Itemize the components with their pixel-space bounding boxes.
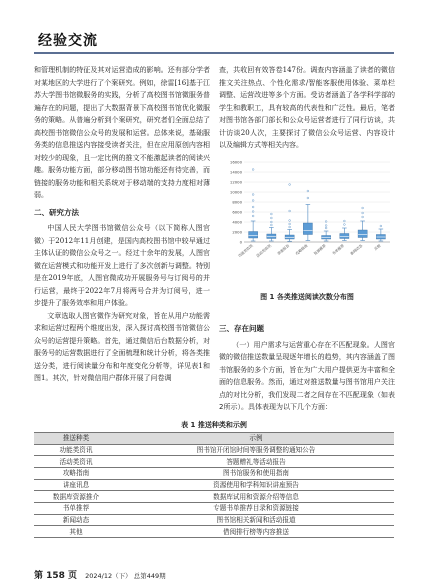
outlier-point xyxy=(362,216,364,218)
issue-info: 2024/12（下） 总第449期 xyxy=(85,572,166,580)
table-cell-type: 攻略指南 xyxy=(34,468,118,480)
table-header-row xyxy=(34,433,394,445)
box xyxy=(303,223,312,235)
y-tick-label: 0 xyxy=(239,239,242,245)
x-tick-label: 书单推荐 xyxy=(331,243,346,257)
left-paragraph-2: 中国人民大学图书馆微信公众号（以下简称人图官微）于2012年11月创建，是国内高校图书馆中较早通过主体认证的微信公众号之一。经过十余年的发展，人图官微在运营模式和功能开发上进行了多次创新与调整。特别是在2019年底，人图官微成功开展服务号与订阅号的并行运营，最终于2022年7月将两号合并为订阅号，进一步提升了服务效率和用户体验。 xyxy=(34,224,210,307)
y-tick-label: 10000 xyxy=(229,189,242,195)
outlier-point xyxy=(252,169,254,171)
y-tick-label: 12000 xyxy=(229,179,242,185)
outlier-point xyxy=(343,220,345,222)
right-column-lower xyxy=(219,318,395,414)
outlier-point xyxy=(289,210,291,212)
y-tick-label: 16000 xyxy=(229,159,242,165)
y-tick-label: 4000 xyxy=(232,219,242,225)
x-tick-label: 讲座报告 xyxy=(276,243,291,257)
outlier-point xyxy=(289,220,291,222)
outlier-point xyxy=(307,197,309,199)
right-paragraph-1: 查，共收回有效答卷147份。调查内容涵盖了读者的微信推文关注热点、个性化需求/智能客服使用体验、菜单栏调整、运营改进等多个方面。受访者涵盖了各学科学部的学生和教职工，具有较高的代表性和广泛性。最后，笔者对图书馆各部门部长和公众号运营者进行了同行访谈，共计访谈20人次，主要探讨了微信公众号运营、内容设计以及编辑方式等相关内容。 xyxy=(219,66,395,149)
boxplot-chart xyxy=(222,156,394,276)
outlier-point xyxy=(307,190,309,192)
table-row xyxy=(34,444,394,456)
outlier-point xyxy=(270,217,272,219)
box xyxy=(285,235,294,239)
table-row xyxy=(34,468,394,480)
right-column xyxy=(219,64,395,152)
figure-caption: 图 1 各类推送阅读次数分布图 xyxy=(260,293,354,301)
outlier-point xyxy=(252,200,254,202)
outlier-point xyxy=(289,184,291,186)
table-caption: 表 1 推送种类和示例 xyxy=(181,421,247,429)
page-header-title: 经验交流 xyxy=(38,33,98,49)
table-row xyxy=(34,526,394,538)
outlier-point xyxy=(325,227,327,229)
table-row xyxy=(34,503,394,515)
outlier-point xyxy=(252,206,254,208)
x-tick-label: 其他 xyxy=(373,243,382,252)
table-row xyxy=(34,456,394,468)
section-heading-problems: 三、存在问题 xyxy=(219,324,264,333)
page-number: 第 158 页 xyxy=(34,571,78,581)
box xyxy=(358,230,367,238)
subsection-mismatch: （一）用户需求与运营重心存在不匹配现象。人图官微的微信推送数量呈现逐年增长的趋势，其内容涵盖了图书馆服务的多个方面，旨在为广大用户提供更为丰富和全面的信息服务。然而，通过对推送数量与图书馆用户关注点的对比分析，我们发现二者之间存在不匹配现象（如表2所示）。具体表现为以下几个方面： xyxy=(219,340,395,411)
box xyxy=(340,234,349,239)
table-cell-example: 答题赠礼等活动报告 xyxy=(118,456,394,468)
x-tick-label: 新闻动态 xyxy=(349,243,364,257)
table-cell-type: 活动类资讯 xyxy=(34,456,118,468)
outlier-point xyxy=(343,224,345,226)
table-cell-type: 其他 xyxy=(34,526,118,538)
table-cell-example: 专题书单推荐目录和资源链接 xyxy=(118,503,394,515)
table-cell-type: 数据库资源推介 xyxy=(34,491,118,503)
outlier-point xyxy=(252,194,254,196)
table-cell-example: 资源使用和学科知识讲座预告 xyxy=(118,479,394,491)
y-tick-label: 2000 xyxy=(232,229,242,235)
table-header-type: 推送种类 xyxy=(34,433,118,445)
box xyxy=(249,232,258,239)
outlier-point xyxy=(362,212,364,214)
x-tick-label: 功能类资讯 xyxy=(237,243,254,259)
x-tick-label: 资源推荐 xyxy=(313,243,327,257)
table-cell-type: 功能类资讯 xyxy=(34,444,118,456)
page-footer xyxy=(34,568,166,581)
table-cell-type: 新闻动态 xyxy=(34,514,118,526)
table-cell-example: 借阅排行榜等内容推送 xyxy=(118,526,394,538)
outlier-point xyxy=(289,226,291,228)
outlier-point xyxy=(270,213,272,215)
push-types-table xyxy=(34,432,394,538)
outlier-point xyxy=(252,215,254,217)
y-tick-label: 14000 xyxy=(229,169,242,175)
x-tick-label: 活动类资讯 xyxy=(255,243,273,259)
table-cell-example: 数据库试用和资源介绍等信息 xyxy=(118,491,394,503)
outlier-point xyxy=(380,225,382,227)
outlier-point xyxy=(362,207,364,209)
left-column xyxy=(34,64,210,385)
table-row xyxy=(34,514,394,526)
left-paragraph-3: 文章选取人图官微作为研究对象，旨在从用户功能需求和运营过程两个维度出发，深入探讨高校图书馆微信公众号的运营提升策略。首先，通过微信后台数据分析，对服务号的运营数据进行了全面梳理和统计分析，将各类推送分类，进行阅读量分布和年度变化分析等，详见表1和图1。其次，针对微信用户群体开展了问卷调 xyxy=(34,311,210,382)
left-paragraph-1: 和管理机制的特征及其对运营造成的影响。还有部分学者对某地区的大学进行了个案研究。例如，徐雷[16]基于江苏大学图书馆微服务的实践，分析了高校图书馆微服务普遍存在的问题，提出了大数据背景下高校图书馆优化微服务的策略。从普遍分析到个案研究，研究者们全面总结了高校图书馆微信公众号的发展和运营。总体来说，基础服务类的信息推送内容接受读者关注，但在应用原创内容相对较少的现象，且一定比例的推文不能激起读者的阅读兴趣。服务功能方面，部分移动图书馆功能还有待完善，而链接的服务功能和相关系统对于移动端的支持力度相对薄弱。 xyxy=(34,66,210,199)
outlier-point xyxy=(325,225,327,227)
table-row xyxy=(34,479,394,491)
table-cell-type: 书单推荐 xyxy=(34,503,118,515)
x-tick-label: 攻略指南 xyxy=(294,243,309,257)
outlier-point xyxy=(289,223,291,225)
table-cell-example: 图书馆相关新闻和活动报道 xyxy=(118,514,394,526)
table-cell-type: 讲座讯息 xyxy=(34,479,118,491)
table-cell-example: 图书馆服务和使用指南 xyxy=(118,468,394,480)
outlier-point xyxy=(270,224,272,226)
table-cell-example: 图书馆开闭馆时间等服务调整的通知公告 xyxy=(118,444,394,456)
y-tick-label: 8000 xyxy=(232,199,242,205)
header-rule xyxy=(34,52,394,54)
table-row xyxy=(34,491,394,503)
table-header-example: 示例 xyxy=(118,433,394,445)
y-tick-label: 6000 xyxy=(232,209,242,215)
section-heading-methods: 二、研究方法 xyxy=(34,207,79,217)
